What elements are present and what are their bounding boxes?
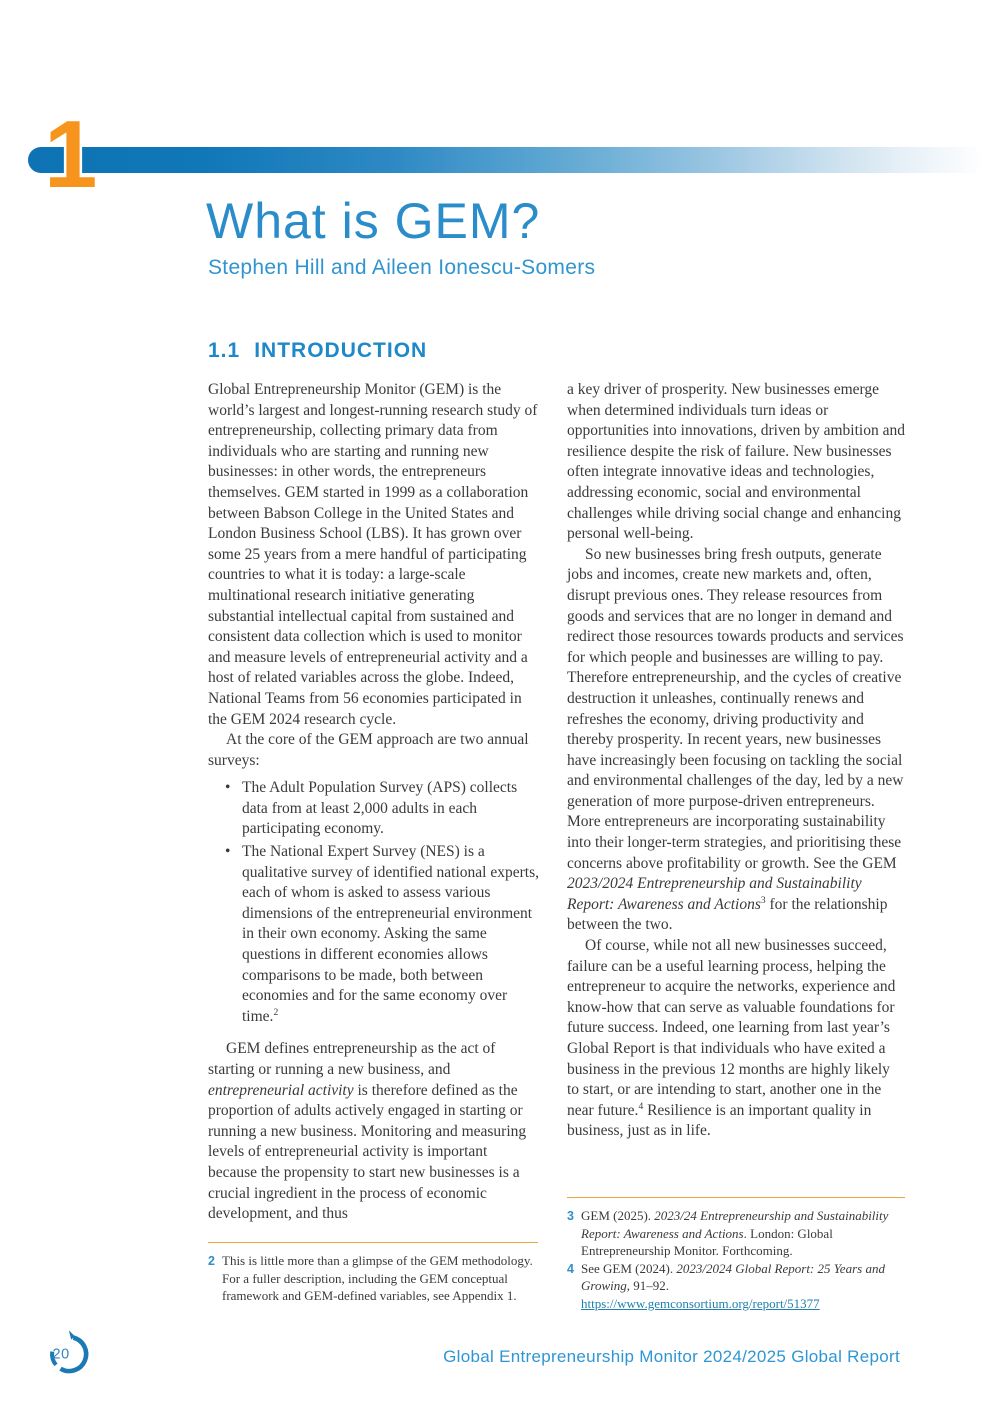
footnote-text-part: GEM (2025). [581, 1208, 655, 1223]
page-number: 20 [52, 1346, 70, 1363]
footnote-report-title: 2023/2024 Global Report: 25 Years and Growing [581, 1260, 885, 1294]
paragraph [567, 936, 905, 1142]
paragraph: Global Entrepreneurship Monitor (GEM) is the world’s largest and longest-running research study of entrepreneurship, collecting primary data from individuals who are starting and running new businesses: in other words, the entrepreneurs themselves. GEM started in 1999 as a collaboration between Babson College in the United States and London Business School (LBS). It has grown over some 25 years from a mere handful of participating countries to what it is today: a large-scale multinational research initiative generating substantial intellectual capital from sustained and consistent data collection which is used to monitor and measure levels of entrepreneurial activity and a host of related variables across the globe. Indeed, National Teams from 56 economies participated in the GEM 2024 research cycle. [208, 381, 538, 728]
footnote-text-part: . London: Global Entrepreneurship Monitor. Forthcoming. [581, 1225, 833, 1259]
page-title: What is GEM? [206, 193, 541, 249]
footnote-number: 3 [567, 1209, 574, 1223]
list-item [224, 842, 540, 1027]
footnote-text: This is little more than a glimpse of the GEM methodology. For a fuller description, including the GEM conceptual framework and GEM-defined variables, see Appendix 1. [222, 1253, 533, 1304]
paragraph [208, 1039, 540, 1224]
chapter-number-graphic [42, 101, 106, 208]
paragraph: a key driver of prosperity. New businesses emerge when determined individuals turn ideas or opportunities into innovations, driven by ambition and resilience despite the risk of failure. New businesses often integrate innovative ideas and technologies, addressing economic, social and environmental challenges while driving social change and enhancing personal well-being. [567, 381, 905, 543]
bullet-text: The National Expert Survey (NES) is a qualitative survey of identified national experts, each of whom is asked to assess various dimensions of the entrepreneurial environment in their own economy. Asking the same questions in different economies allows comparisons to be made, both between economies and for the same economy over time. [242, 843, 539, 1025]
footnote-text-part: See GEM (2024). [581, 1260, 677, 1276]
footnotes-left [208, 1242, 538, 1305]
footnote-text [581, 1260, 905, 1313]
paragraph-text: So new businesses bring fresh outputs, generate jobs and incomes, create new markets and, often, disrupt previous ones. They release resources from goods and services that are no longer in demand and redirect those resources towards products and services for which people and businesses are willing to pay. Therefore entrepreneurship, and the cycles of creative destruction it unleashes, continually renews and refreshes the economy, driving productivity and thereby prosperity. In recent years, new businesses have increasingly been focusing on tackling the social and environmental challenges of the day, led by a new generation of more purpose-driven entrepreneurs. More entrepreneurs are incorporating sustainability into their longer-term strategies, and prioritising these concerns above profitability or growth. See the GEM [567, 545, 904, 872]
footnote [567, 1260, 905, 1313]
footnote-number: 2 [208, 1254, 215, 1268]
page-number-logo [42, 1328, 94, 1380]
bullet-list [224, 778, 540, 1027]
right-column [567, 380, 905, 1142]
footnote [208, 1252, 538, 1305]
italic-term: entrepreneurial activity [208, 1081, 354, 1099]
footnote-text [581, 1207, 905, 1260]
footnote-number: 4 [567, 1261, 574, 1276]
list-item [224, 778, 540, 840]
footnote-link[interactable]: https://www.gemconsortium.org/report/51377 [581, 1295, 820, 1311]
chapter-header-bar [28, 147, 984, 173]
left-column [208, 380, 540, 1225]
footnote-reference: 3 [760, 895, 766, 906]
paragraph-text: Of course, while not all new businesses succeed, failure can be a useful learning process, helping the entrepreneur to acquire the networks, experience and know-how that can serve as valuable foundations for future success. Indeed, one learning from last year’s Global Report is that individuals who have exited a business in the previous 12 months are highly likely to start, or are intending to start, another one in the near future. [567, 937, 896, 1119]
paragraph: At the core of the GEM approach are two annual surveys: [208, 731, 529, 769]
chapter-number: 1 [44, 101, 98, 208]
footer-report-title: Global Entrepreneurship Monitor 2024/2025 Global Report [443, 1347, 900, 1366]
paragraph [567, 545, 905, 936]
footnote [567, 1207, 905, 1260]
report-title-italic: 2023/2024 Entrepreneurship and Sustainability Report: Awareness and Actions [567, 875, 862, 913]
footnote-rule [567, 1197, 905, 1198]
footnote-rule [208, 1242, 538, 1243]
paragraph-text: for the relationship between the two. [567, 895, 888, 934]
footnote-reference: 4 [638, 1101, 644, 1112]
footnote-report-title: 2023/24 Entrepreneurship and Sustainability Report: Awareness and Actions [581, 1208, 889, 1241]
bullet-text: The Adult Population Survey (APS) collects data from at least 2,000 adults in each participating economy. [242, 779, 518, 838]
section-title: INTRODUCTION [254, 339, 428, 362]
authors: Stephen Hill and Aileen Ionescu-Somers [208, 256, 596, 279]
section-heading [208, 339, 427, 363]
paragraph-text: Resilience is an important quality in business, just as in life. [567, 1101, 872, 1140]
paragraph-text: GEM defines entrepreneurship as the act of starting or running a new business, and [208, 1040, 496, 1078]
footnote-text-part: , 91–92. [626, 1278, 669, 1294]
section-number: 1.1 [208, 339, 241, 362]
footnotes-right [567, 1197, 905, 1313]
paragraph-text: is therefore defined as the proportion of adults actively engaged in starting or running a new business. Monitoring and measuring levels of entrepreneurial activity is important because the propensity to start new businesses is a crucial ingredient in the process of economic development, and thus [208, 1081, 527, 1223]
footnote-reference: 2 [273, 1007, 279, 1018]
